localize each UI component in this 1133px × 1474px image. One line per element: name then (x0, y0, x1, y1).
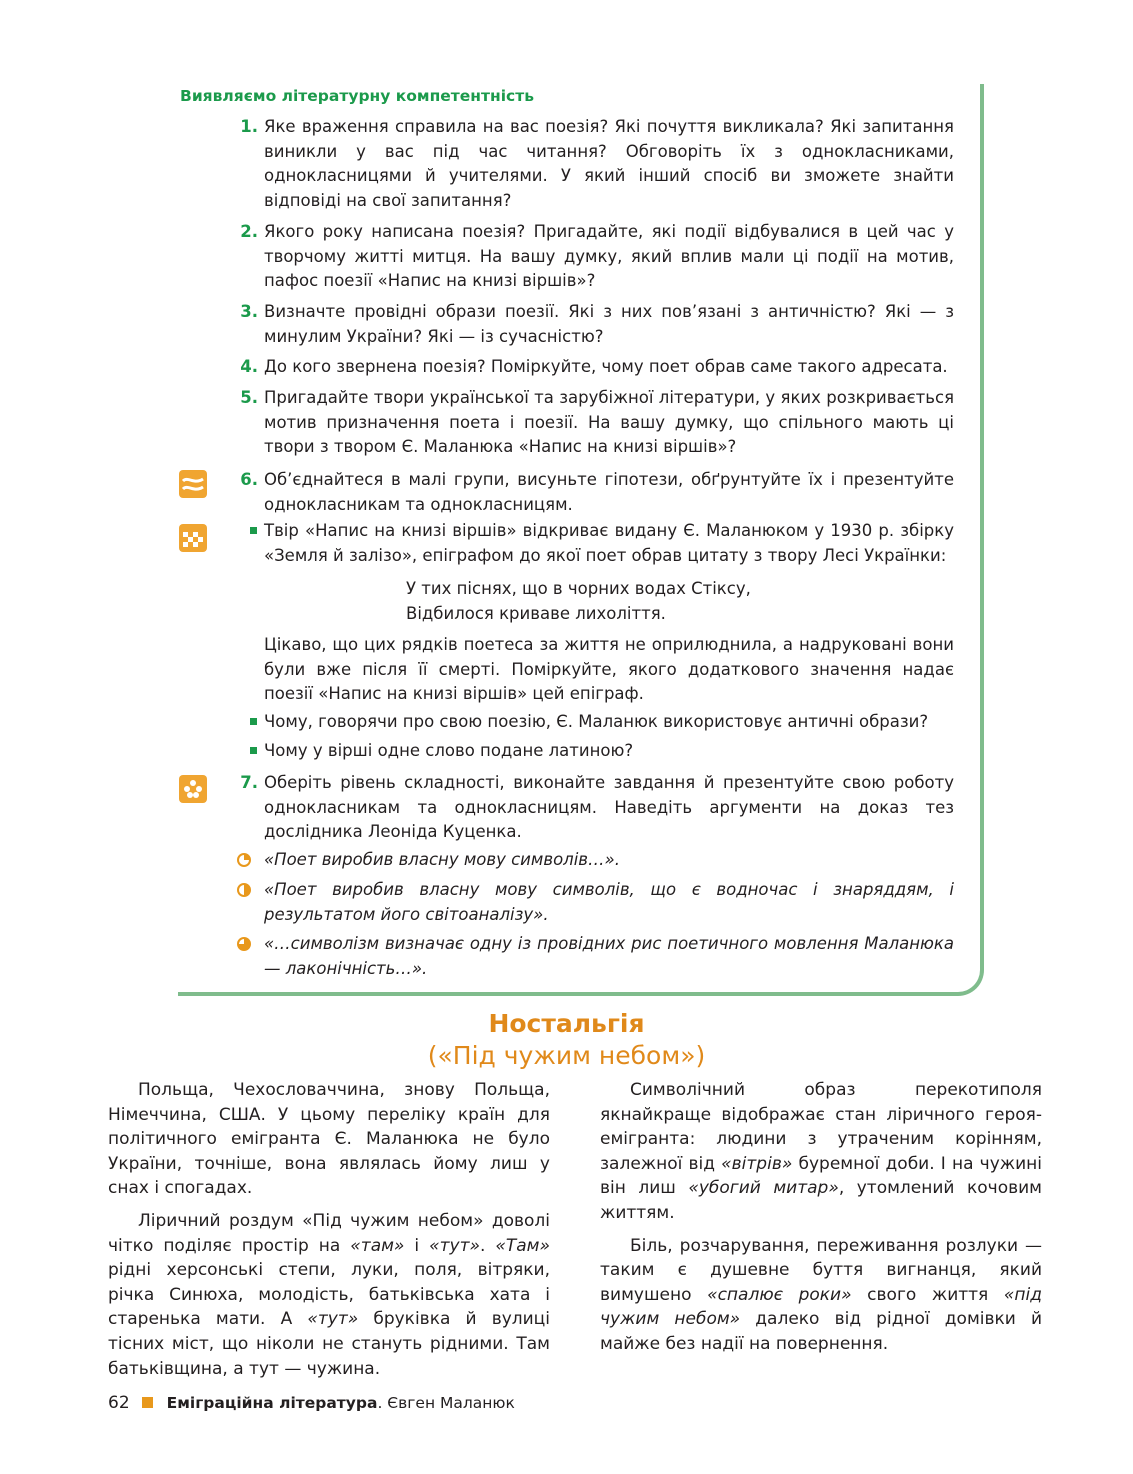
question-text: Визначте провідні образи поезії. Які з них пов’язані з античністю? Які — з минулим України? Які — із сучасністю? (264, 302, 954, 346)
task-text: Чому у вірші одне слово подане латиною? (264, 741, 634, 760)
paragraph: Польща, Чехословаччина, знову Польща, Німеччина, США. У цьому переліку країн для політичного емігранта Є. Маланюка не було України, точніше, вона являлась йому лиш у снах і спогадах. (108, 1080, 550, 1199)
question-number: 1. (240, 117, 258, 136)
question-text: Об’єднайтеся в малі групи, висуньте гіпотези, обґрунтуйте їх і презентуйте однокласникам та однокласницям. (264, 470, 954, 514)
footer-square-icon (142, 1397, 153, 1408)
paragraph: Ліричний роздум «Під чужим небом» доволі чітко поділяє простір на «там» і «тут». «Там» рідні херсонські степи, луки, поля, вітряки, річка Синюха, молодість, батьківська хата і старенька мати. А «тут» бруківка й вулиці тісних міст, що ніколи не стануть рідними. Там батьківщина, а тут — чужина. (108, 1210, 550, 1379)
creative-task-icon (179, 775, 207, 803)
research-icon (179, 524, 207, 552)
question-text: Яке враження справила на вас поезія? Які почуття викликала? Які запитання виникли у вас під час читання? Обговоріть їх з однокласниками, однокласницями й учителями. У який інший спосіб ви зможете знайти відповіді на свої запитання? (264, 117, 954, 210)
epigraph-line: У тих піснях, що в чорних водах Стіксу, (406, 579, 751, 598)
task-text: Цікаво, що цих рядків поетеса за життя не оприлюднила, а надруковані вони були вже після її смерті. Поміркуйте, якого додаткового значення надає поезії «Напис на книзі віршів» цей епіграф. (264, 635, 954, 703)
paragraph: Біль, розчарування, переживання розлуки — таким є душевне буття вигнанця, який вимушено «спалює роки» свого життя «під чужим небом» далеко від рідної домівки й майже без надії на повернення. (600, 1235, 1042, 1354)
bullet-marker (250, 718, 257, 725)
chapter-subheading: («Під чужим небом») (427, 1041, 706, 1070)
question-number: 7. (240, 773, 258, 792)
question-number: 6. (240, 470, 258, 489)
bullet-marker (250, 747, 257, 754)
level-hard-icon (237, 937, 251, 951)
paragraph: Символічний образ перекотиполя якнайкраще відображає стан ліричного героя-емігранта: людини з утраченим корінням, залежної від «вітрів» буремної доби. І на чужині він лиш «убогий митар», утомлений кочовим життям. (600, 1080, 1042, 1223)
question-number: 5. (240, 388, 258, 407)
footer-author: . Євген Маланюк (377, 1394, 515, 1412)
level-easy-icon (237, 853, 251, 867)
question-text: Пригадайте твори української та зарубіжної літератури, у яких розкривається мотив призначення поета і поезії. На вашу думку, що спільного мають ці твори з твором Є. Маланюка «Напис на книзі віршів»? (264, 388, 954, 456)
level-task-text: «…символізм визначає одну із провідних рис поетичного мовлення Маланюка — лаконічність…». (264, 934, 954, 978)
footer-section: Еміграційна література (166, 1394, 378, 1412)
page-footer (108, 1391, 515, 1416)
question-text: До кого звернена поезія? Поміркуйте, чому поет обрав саме такого адресата. (264, 357, 948, 376)
task-text: Чому, говорячи про свою поезію, Є. Маланюк використовує античні образи? (264, 712, 929, 731)
group-work-icon (179, 470, 207, 498)
task-text: Твір «Напис на книзі віршів» відкриває видану Є. Маланюком у 1930 р. збірку «Земля й залізо», епіграфом до якої поет обрав цитату з твору Лесі Українки: (264, 521, 954, 565)
epigraph-line: Відбилося криваве лихоліття. (406, 604, 666, 623)
question-number: 4. (240, 357, 258, 376)
right-column (600, 1078, 1042, 1365)
question-text: Оберіть рівень складності, виконайте завдання й презентуйте свою роботу однокласникам та однокласницям. Наведіть аргументи на доказ тез дослідника Леоніда Куценка. (264, 773, 954, 841)
chapter-heading: Ностальгія (488, 1009, 645, 1038)
question-text: Якого року написана поезія? Пригадайте, які події відбувалися в цей час у творчому житті митця. На вашу думку, який вплив мали ці події на мотив, пафос поезії «Напис на книзі віршів»? (264, 222, 954, 290)
page-number: 62 (108, 1393, 130, 1413)
level-medium-icon (237, 883, 251, 897)
question-number: 2. (240, 222, 258, 241)
level-task-text: «Поет виробив власну мову символів, що є водночас і знаряддям, і результатом його світоаналізу». (264, 880, 954, 924)
section-title: Виявляємо літературну компетентність (180, 87, 534, 105)
bullet-marker (250, 527, 257, 534)
question-number: 3. (240, 302, 258, 321)
left-column (108, 1078, 550, 1389)
level-task-text: «Поет виробив власну мову символів…». (264, 850, 620, 869)
